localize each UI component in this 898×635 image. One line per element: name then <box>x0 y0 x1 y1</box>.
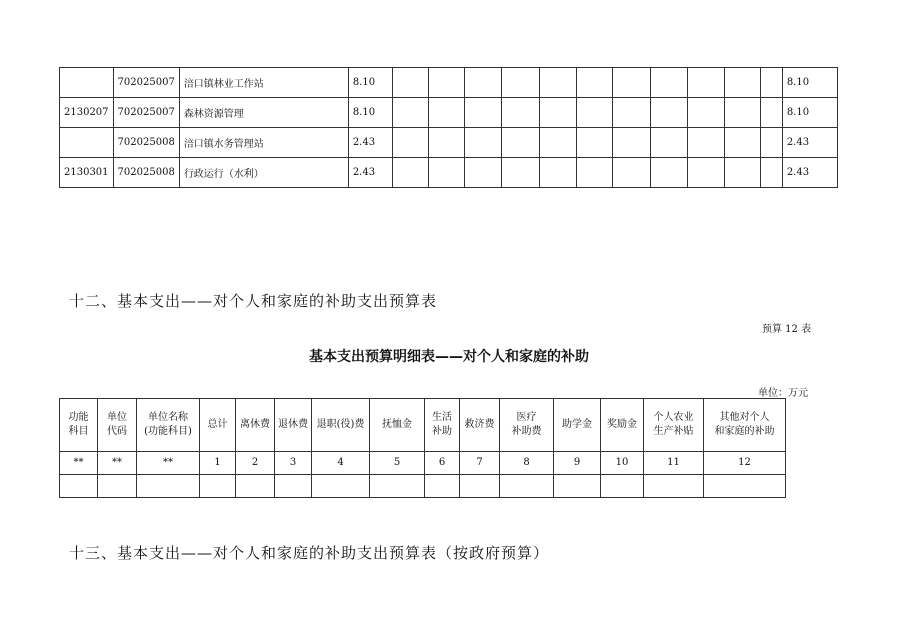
empty-cell <box>392 98 428 128</box>
empty-cell <box>501 128 539 158</box>
empty-cell <box>724 158 760 188</box>
column-header: 医疗 补助费 <box>500 399 554 452</box>
column-header: 个人农业 生产补贴 <box>644 399 704 452</box>
empty-cell <box>539 98 576 128</box>
empty-cell <box>704 475 786 498</box>
table-row <box>60 128 838 158</box>
unit-label: 单位：万元 <box>758 388 808 399</box>
column-index: 6 <box>425 452 460 475</box>
unit-code-cell: 702025007 <box>113 98 179 128</box>
column-header: 助学金 <box>554 399 601 452</box>
column-header: 救济费 <box>460 399 500 452</box>
empty-cell <box>200 475 236 498</box>
empty-cell <box>760 68 782 98</box>
func-code-cell <box>60 68 114 98</box>
empty-cell <box>428 68 464 98</box>
column-index: 5 <box>370 452 425 475</box>
empty-cell <box>425 475 460 498</box>
empty-cell <box>576 158 612 188</box>
column-header: 抚恤金 <box>370 399 425 452</box>
unit-code-cell: 702025008 <box>113 128 179 158</box>
empty-cell <box>687 158 724 188</box>
empty-cell <box>601 475 644 498</box>
unit-name-cell: 行政运行（水利） <box>179 158 348 188</box>
empty-cell <box>137 475 200 498</box>
empty-cell <box>724 128 760 158</box>
column-header: 其他对个人 和家庭的补助 <box>704 399 786 452</box>
empty-cell <box>650 128 687 158</box>
total-cell: 8.10 <box>348 98 392 128</box>
empty-cell <box>460 475 500 498</box>
column-header: 离休费 <box>236 399 275 452</box>
column-header: 单位名称 (功能科目) <box>137 399 200 452</box>
empty-cell <box>644 475 704 498</box>
other-total-cell: 8.10 <box>782 68 837 98</box>
empty-cell <box>724 98 760 128</box>
budget-table-top <box>59 67 838 188</box>
unit-name-cell: 森林资源管理 <box>179 98 348 128</box>
column-index: ** <box>98 452 137 475</box>
other-total-cell: 2.43 <box>782 158 837 188</box>
column-index: 2 <box>236 452 275 475</box>
empty-cell <box>650 68 687 98</box>
column-header: 单位 代码 <box>98 399 137 452</box>
empty-cell <box>650 158 687 188</box>
column-header: 功能 科目 <box>60 399 98 452</box>
empty-cell <box>760 98 782 128</box>
total-cell: 8.10 <box>348 68 392 98</box>
column-header: 退职(役)费 <box>312 399 370 452</box>
table-row <box>60 158 838 188</box>
empty-cell <box>98 475 137 498</box>
column-index: 8 <box>500 452 554 475</box>
empty-cell <box>612 98 650 128</box>
empty-cell <box>428 98 464 128</box>
table-row <box>60 98 838 128</box>
empty-cell <box>392 158 428 188</box>
empty-cell <box>650 98 687 128</box>
empty-cell <box>687 128 724 158</box>
func-code-cell: 2130207 <box>60 98 114 128</box>
empty-cell <box>501 68 539 98</box>
detail-table <box>59 398 786 498</box>
empty-cell <box>539 68 576 98</box>
empty-cell <box>501 98 539 128</box>
empty-cell <box>760 158 782 188</box>
empty-cell <box>370 475 425 498</box>
empty-cell <box>392 128 428 158</box>
column-index: 3 <box>275 452 312 475</box>
empty-cell <box>576 128 612 158</box>
empty-cell <box>612 158 650 188</box>
empty-cell <box>612 128 650 158</box>
unit-name-cell: 涪口镇林业工作站 <box>179 68 348 98</box>
empty-cell <box>464 98 501 128</box>
total-cell: 2.43 <box>348 158 392 188</box>
empty-cell <box>60 475 98 498</box>
column-header: 总计 <box>200 399 236 452</box>
table-title: 基本支出预算明细表——对个人和家庭的补助 <box>309 349 589 365</box>
total-cell: 2.43 <box>348 128 392 158</box>
column-index: 1 <box>200 452 236 475</box>
column-index: 10 <box>601 452 644 475</box>
empty-cell <box>500 475 554 498</box>
column-index: 12 <box>704 452 786 475</box>
column-index: 9 <box>554 452 601 475</box>
unit-code-cell: 702025008 <box>113 158 179 188</box>
empty-cell <box>539 158 576 188</box>
column-index: 11 <box>644 452 704 475</box>
empty-cell <box>312 475 370 498</box>
empty-cell <box>236 475 275 498</box>
table-row <box>60 68 838 98</box>
empty-cell <box>464 68 501 98</box>
column-index: 7 <box>460 452 500 475</box>
empty-cell <box>428 158 464 188</box>
column-header: 生活 补助 <box>425 399 460 452</box>
empty-cell <box>554 475 601 498</box>
section-13-heading: 十三、基本支出——对个人和家庭的补助支出预算表（按政府预算） <box>69 544 550 562</box>
column-header: 奖励金 <box>601 399 644 452</box>
empty-cell <box>464 128 501 158</box>
column-index: ** <box>137 452 200 475</box>
table-number: 预算 12 表 <box>762 324 812 335</box>
empty-cell <box>428 128 464 158</box>
empty-cell <box>464 158 501 188</box>
empty-cell <box>724 68 760 98</box>
column-index: ** <box>60 452 98 475</box>
empty-cell <box>539 128 576 158</box>
other-total-cell: 2.43 <box>782 128 837 158</box>
empty-cell <box>392 68 428 98</box>
column-index: 4 <box>312 452 370 475</box>
empty-cell <box>275 475 312 498</box>
unit-code-cell: 702025007 <box>113 68 179 98</box>
empty-cell <box>612 68 650 98</box>
other-total-cell: 8.10 <box>782 98 837 128</box>
section-12-heading: 十二、基本支出——对个人和家庭的补助支出预算表 <box>69 292 438 310</box>
empty-cell <box>576 68 612 98</box>
empty-cell <box>687 68 724 98</box>
empty-cell <box>501 158 539 188</box>
column-header: 退休费 <box>275 399 312 452</box>
func-code-cell: 2130301 <box>60 158 114 188</box>
empty-cell <box>576 98 612 128</box>
func-code-cell <box>60 128 114 158</box>
empty-cell <box>687 98 724 128</box>
empty-cell <box>760 128 782 158</box>
unit-name-cell: 涪口镇水务管理站 <box>179 128 348 158</box>
